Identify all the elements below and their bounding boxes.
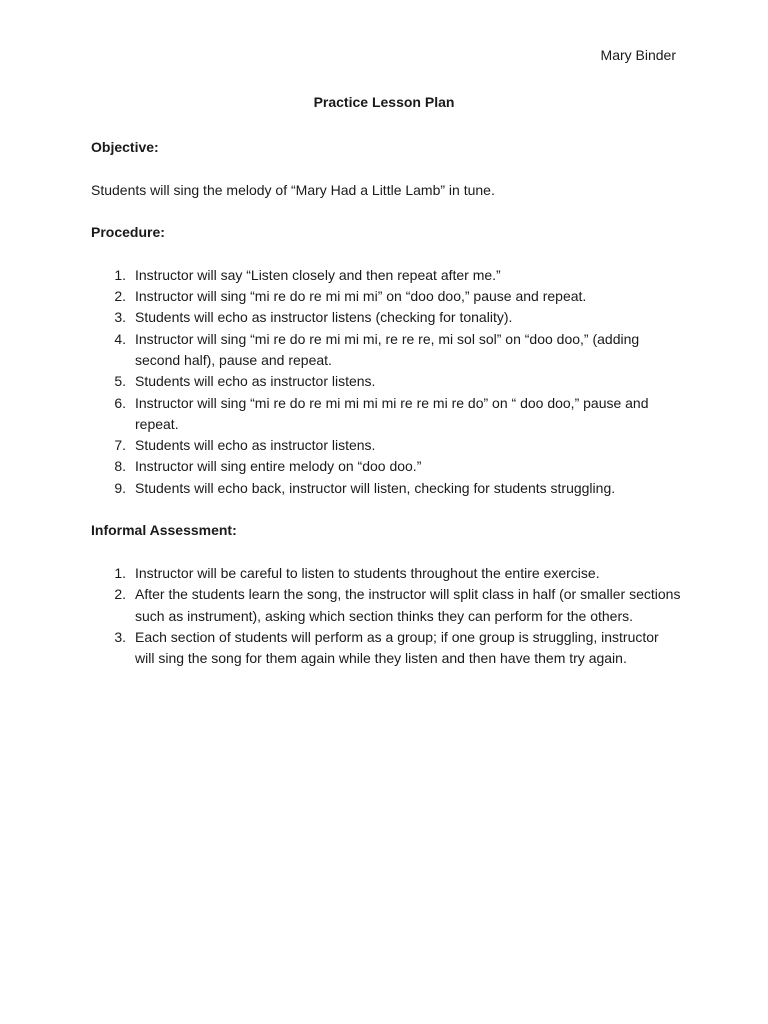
list-item: 3. Each section of students will perform as a group; if one group is struggling, instructor will sing the song for them again while they listen and then have them try again. bbox=[114, 628, 659, 667]
page-title: Practice Lesson Plan bbox=[313, 94, 455, 110]
assessment-list bbox=[91, 563, 681, 669]
procedure-list bbox=[91, 265, 681, 499]
list-item: 8. Instructor will sing entire melody on “doo doo.” bbox=[114, 458, 422, 475]
list-item: 7. Students will echo as instructor listens. bbox=[114, 437, 376, 454]
list-item: 2. Instructor will sing “mi re do re mi mi mi” on “doo doo,” pause and repeat. bbox=[114, 288, 587, 305]
list-item: 3. Students will echo as instructor listens (checking for tonality). bbox=[114, 309, 513, 326]
assessment-heading: Informal Assessment: bbox=[91, 522, 237, 539]
list-item: 6. Instructor will sing “mi re do re mi mi mi mi re re mi re do” on “ doo doo,” pause and repeat. bbox=[114, 394, 649, 432]
objective-heading: Objective: bbox=[91, 139, 159, 155]
author-name: Mary Binder bbox=[600, 47, 676, 63]
list-item: 1. Instructor will say “Listen closely and then repeat after me.” bbox=[114, 266, 501, 283]
list-item: 9. Students will echo back, instructor will listen, checking for students struggling. bbox=[114, 479, 616, 496]
list-item: 4. Instructor will sing “mi re do re mi mi mi, re re re, mi sol sol” on “doo doo,” (adding second half), pause and repeat. bbox=[114, 330, 640, 368]
list-item: 5. Students will echo as instructor listens. bbox=[114, 373, 376, 390]
list-item: 2. After the students learn the song, the instructor will split class in half (or smaller sections such as instrument), asking which section thinks they can perform for the others. bbox=[114, 586, 681, 624]
procedure-heading: Procedure: bbox=[91, 224, 165, 241]
objective-text: Students will sing the melody of “Mary Had a Little Lamb” in tune. bbox=[91, 181, 495, 198]
list-item: 1. Instructor will be careful to listen to students throughout the entire exercise. bbox=[114, 564, 600, 581]
document-body bbox=[91, 137, 681, 669]
